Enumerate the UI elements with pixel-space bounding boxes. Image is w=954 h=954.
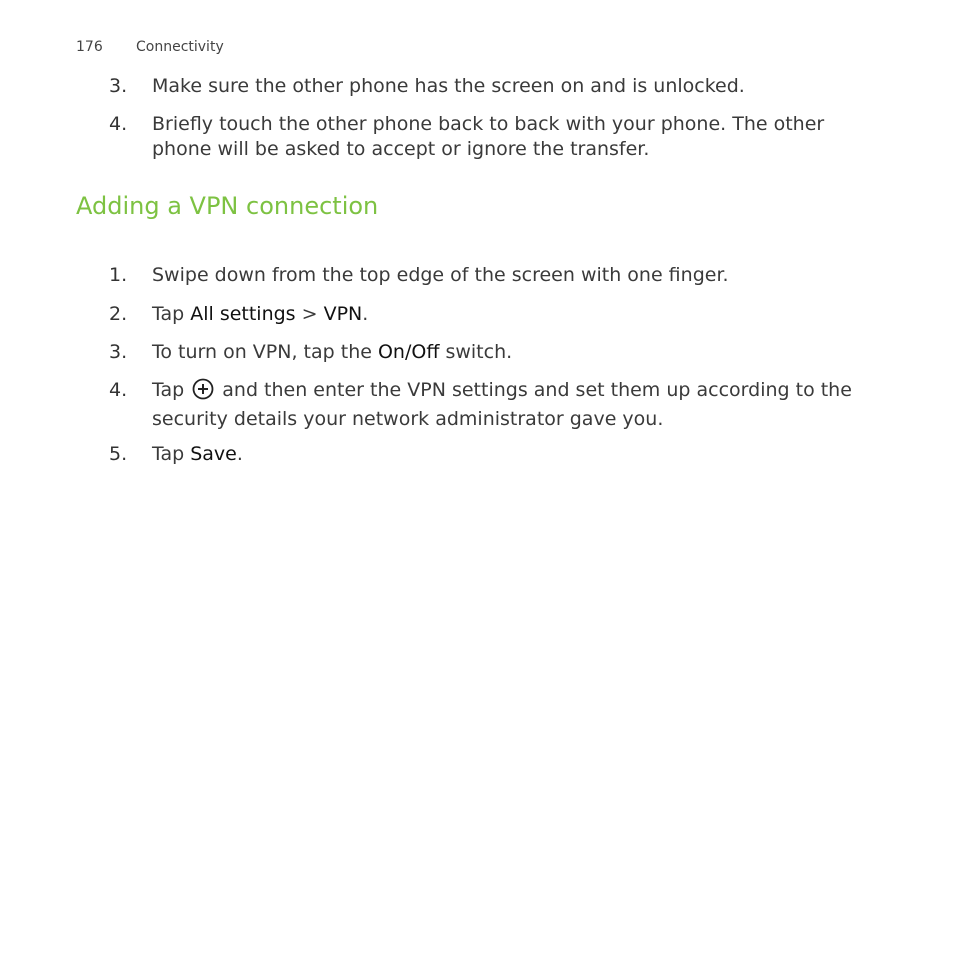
running-header xyxy=(76,39,224,55)
step-number: 4. xyxy=(109,113,128,135)
step-text: Swipe down from the top edge of the screen with one finger. xyxy=(152,264,729,286)
step-number: 3. xyxy=(109,75,128,97)
add-circle-icon xyxy=(192,378,214,407)
step-text: Briefly touch the other phone back to back with your phone. The other phone will be asked to accept or ignore the transfer. xyxy=(152,113,825,160)
step-text-lead: Tap xyxy=(152,303,191,325)
page-number: 176 xyxy=(76,39,103,55)
step-text-lead: To turn on VPN, tap the xyxy=(152,341,378,363)
step-text-tail: . xyxy=(362,303,369,325)
step-text-lead: Tap xyxy=(152,443,191,465)
section-heading: Adding a VPN connection xyxy=(76,192,379,220)
step-text-lead: Tap xyxy=(152,379,191,401)
step-text xyxy=(152,340,867,365)
ui-term-on-off: On/Off xyxy=(377,341,440,363)
step-text: Make sure the other phone has the screen on and is unlocked. xyxy=(152,75,745,97)
step-text xyxy=(152,442,867,467)
step-text-separator: > xyxy=(295,303,324,325)
ui-term-all-settings: All settings xyxy=(190,303,296,325)
chapter-title: Connectivity xyxy=(136,39,224,55)
step-number: 2. xyxy=(109,303,128,325)
step-text xyxy=(152,302,867,327)
step-text-tail: switch. xyxy=(439,341,513,363)
step-text-tail: and then enter the VPN settings and set them up according to the security details your network administrator gave you. xyxy=(152,379,852,430)
ui-term-save: Save xyxy=(190,443,237,465)
step-text xyxy=(152,378,867,432)
step-number: 3. xyxy=(109,341,128,363)
step-text-tail: . xyxy=(236,443,243,465)
step-number: 1. xyxy=(109,264,128,286)
step-number: 4. xyxy=(109,379,128,401)
step-number: 5. xyxy=(109,443,128,465)
ui-term-vpn: VPN xyxy=(323,303,363,325)
